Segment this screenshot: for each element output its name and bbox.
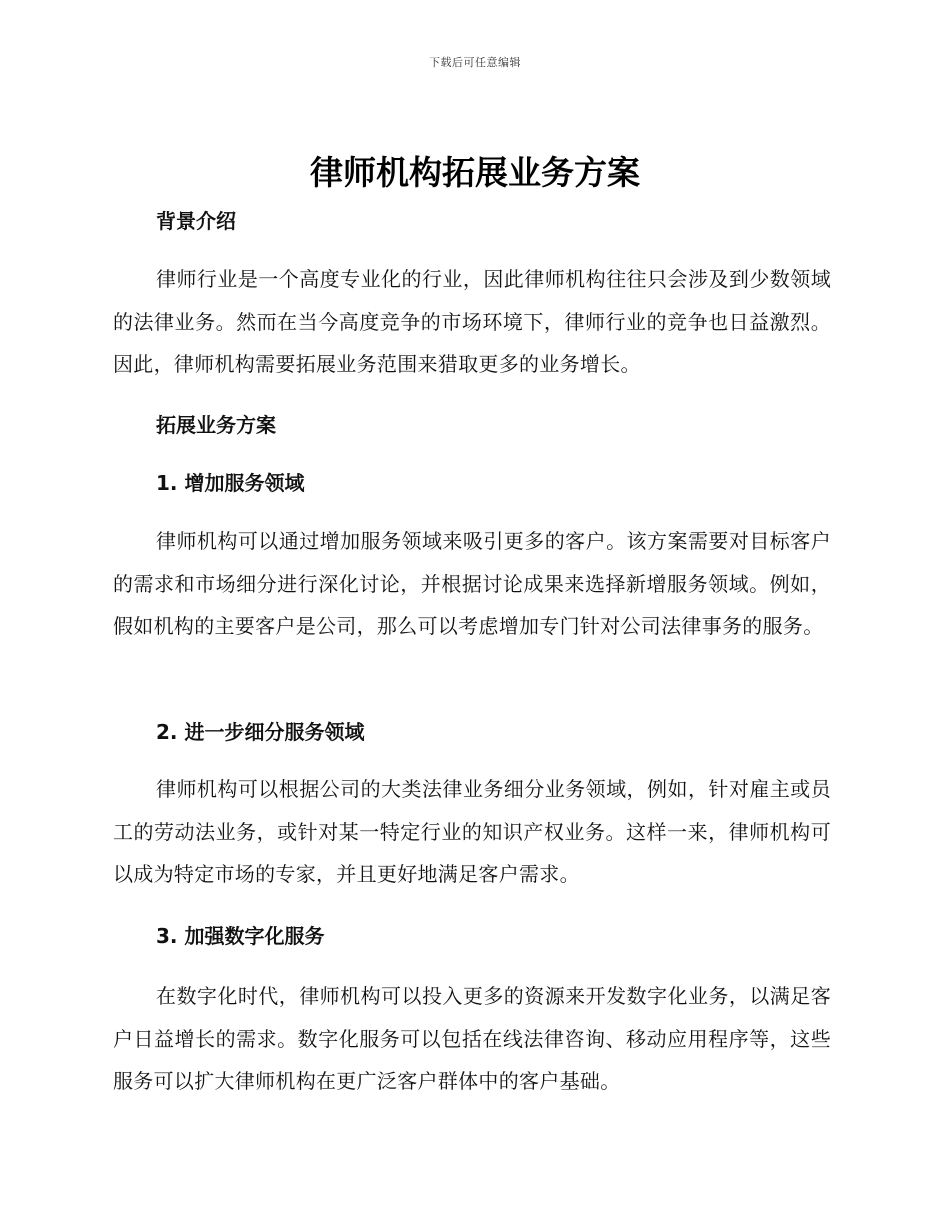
document-title: 律师机构拓展业务方案 bbox=[310, 153, 640, 192]
subsection-heading-3: 3. 加强数字化服务 bbox=[156, 924, 325, 948]
paragraph-background: 律师行业是一个高度专业化的行业，因此律师机构往往只会涉及到少数领域的法律业务。然而在当今高度竞争的市场环境下，律师行业的竞争也日益激烈。因此，律师机构需要拓展业务范围来猎取更多的业务增长。 bbox=[113, 267, 831, 376]
paragraph-digital: 在数字化时代，律师机构可以投入更多的资源来开发数字化业务，以满足客户日益增长的需求。数字化服务可以包括在线法律咨询、移动应用程序等，这些服务可以扩大律师机构在更广泛客户群体中的客户基础。 bbox=[113, 984, 831, 1093]
paragraph-subdivide: 律师机构可以根据公司的大类法律业务细分业务领域，例如，针对雇主或员工的劳动法业务，或针对某一特定行业的知识产权业务。这样一来，律师机构可以成为特定市场的专家，并且更好地满足客户需求。 bbox=[113, 777, 831, 886]
paragraph-service-areas: 律师机构可以通过增加服务领域来吸引更多的客户。该方案需要对目标客户的需求和市场细分进行深化讨论，并根据讨论成果来选择新增服务领域。例如，假如机构的主要客户是公司，那么可以考虑增加专门针对公司法律事务的服务。 bbox=[113, 529, 831, 638]
subsection-heading-2: 2. 进一步细分服务领域 bbox=[156, 720, 365, 744]
header-note: 下载后可任意编辑 bbox=[429, 56, 521, 69]
subsection-heading-1: 1. 增加服务领域 bbox=[156, 471, 305, 495]
section-heading-background: 背景介绍 bbox=[156, 209, 236, 233]
section-heading-expansion-plan: 拓展业务方案 bbox=[156, 413, 276, 437]
